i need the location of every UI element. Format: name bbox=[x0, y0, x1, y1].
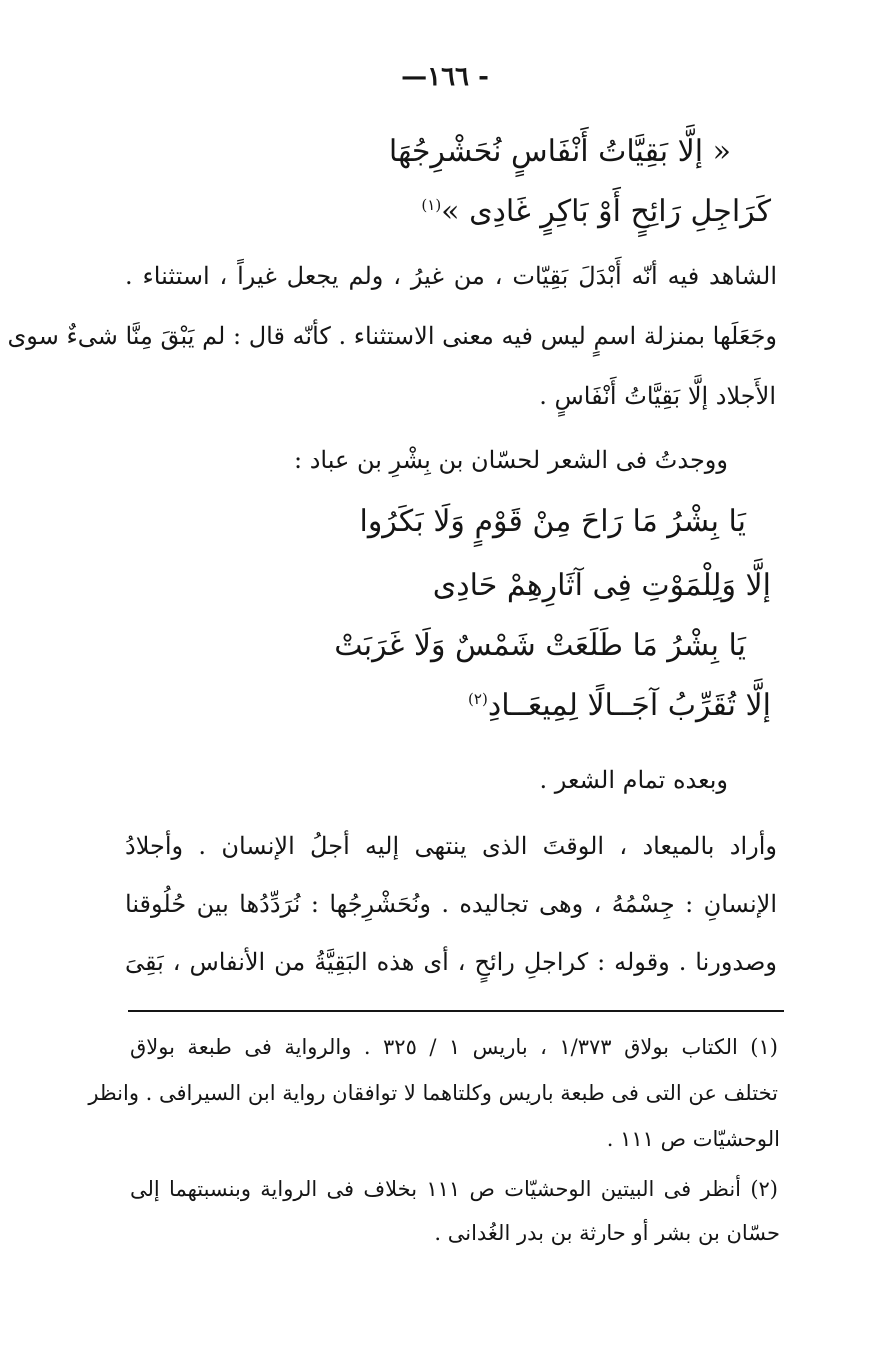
explanation-line-3: وصدورنا . وقوله : كراجلِ رائحٍ ، أى هذه البَقِيَّةُ من الأنفاس ، بَقِىَ bbox=[125, 948, 777, 976]
commentary-line-1: الشاهد فيه أنّه أَبْدَلَ بَقِيّات ، من غيرُ ، ولم يجعل غيراً ، استثناء . bbox=[125, 262, 777, 290]
footnote-2-line-1: (٢) أنظر فى البيتين الوحشيّات ص ١١١ بخلاف فى الرواية وبنسبتهما إلى bbox=[130, 1177, 778, 1201]
poem-line-2: إلَّا وَلِلْمَوْتِ فِى آثَارِهِمْ حَادِى bbox=[432, 568, 771, 603]
footnote-1-line-1: (١) الكتاب بولاق ١/٣٧٣ ، باريس ١ / ٣٢٥ . والرواية فى طبعة بولاق bbox=[130, 1035, 778, 1059]
footnote-1-line-2: تختلف عن التى فى طبعة باريس وكلتاهما لا توافقان رواية ابن السيرافى . وانظر bbox=[88, 1081, 778, 1105]
footnote-ref-1: (١) bbox=[421, 196, 442, 214]
poem-line-1: يَا بِشْرُ مَا رَاحَ مِنْ قَوْمٍ وَلَا بَكَرُوا bbox=[359, 504, 746, 539]
footnote-2-line-2: حسّان بن بشر أو حارثة بن بدر الغُدانى . bbox=[434, 1221, 780, 1245]
poem-line-4-text: إلَّا تُقَرِّبُ آجَــالًا لِمِيعَــادِ bbox=[487, 688, 771, 723]
explanation-line-2: الإنسانِ : جِسْمُهُ ، وهى تجاليده . ونُحَشْرِجُها : نُرَدِّدُها بين حُلُوقنا bbox=[125, 890, 777, 918]
explanation-line-1: وأراد بالميعاد ، الوقتَ الذى ينتهى إليه أجلُ الإنسان . وأجلادُ bbox=[125, 832, 777, 860]
poem-line-3: يَا بِشْرُ مَا طَلَعَتْ شَمْسٌ وَلَا غَرَبَتْ bbox=[334, 628, 746, 663]
poem-line-4 bbox=[468, 684, 771, 728]
quote-verse-second-hemistich bbox=[421, 190, 771, 234]
quote-verse-first-hemistich: « إلَّا بَقِيَّاتُ أَنْفَاسٍ نُحَشْرِجُهَا bbox=[388, 134, 731, 169]
commentary-line-3: الأَجلاد إلَّا بَقِيَّاتُ أَنْفَاسٍ . bbox=[539, 382, 776, 410]
quote-verse-text: كَرَاجِلِ رَائِحٍ أَوْ بَاكِرٍ غَادِى » bbox=[441, 194, 771, 229]
footnote-ref-2: (٢) bbox=[468, 690, 488, 708]
footnote-1-line-3: الوحشيّات ص ١١١ . bbox=[606, 1127, 780, 1151]
page-number: —١٦٦ - bbox=[401, 62, 489, 92]
after-poem-note: وبعده تمام الشعر . bbox=[539, 766, 728, 794]
footnote-separator bbox=[128, 1010, 784, 1012]
poem-intro: ووجدتُ فى الشعر لحسّان بن بِشْرِ بن عباد : bbox=[294, 446, 728, 474]
commentary-line-2: وجَعَلَها بمنزلة اسمٍ ليس فيه معنى الاستثناء . كأنّه قال : لم يَبْقَ مِنَّا شىءٌ سوى bbox=[7, 322, 777, 350]
